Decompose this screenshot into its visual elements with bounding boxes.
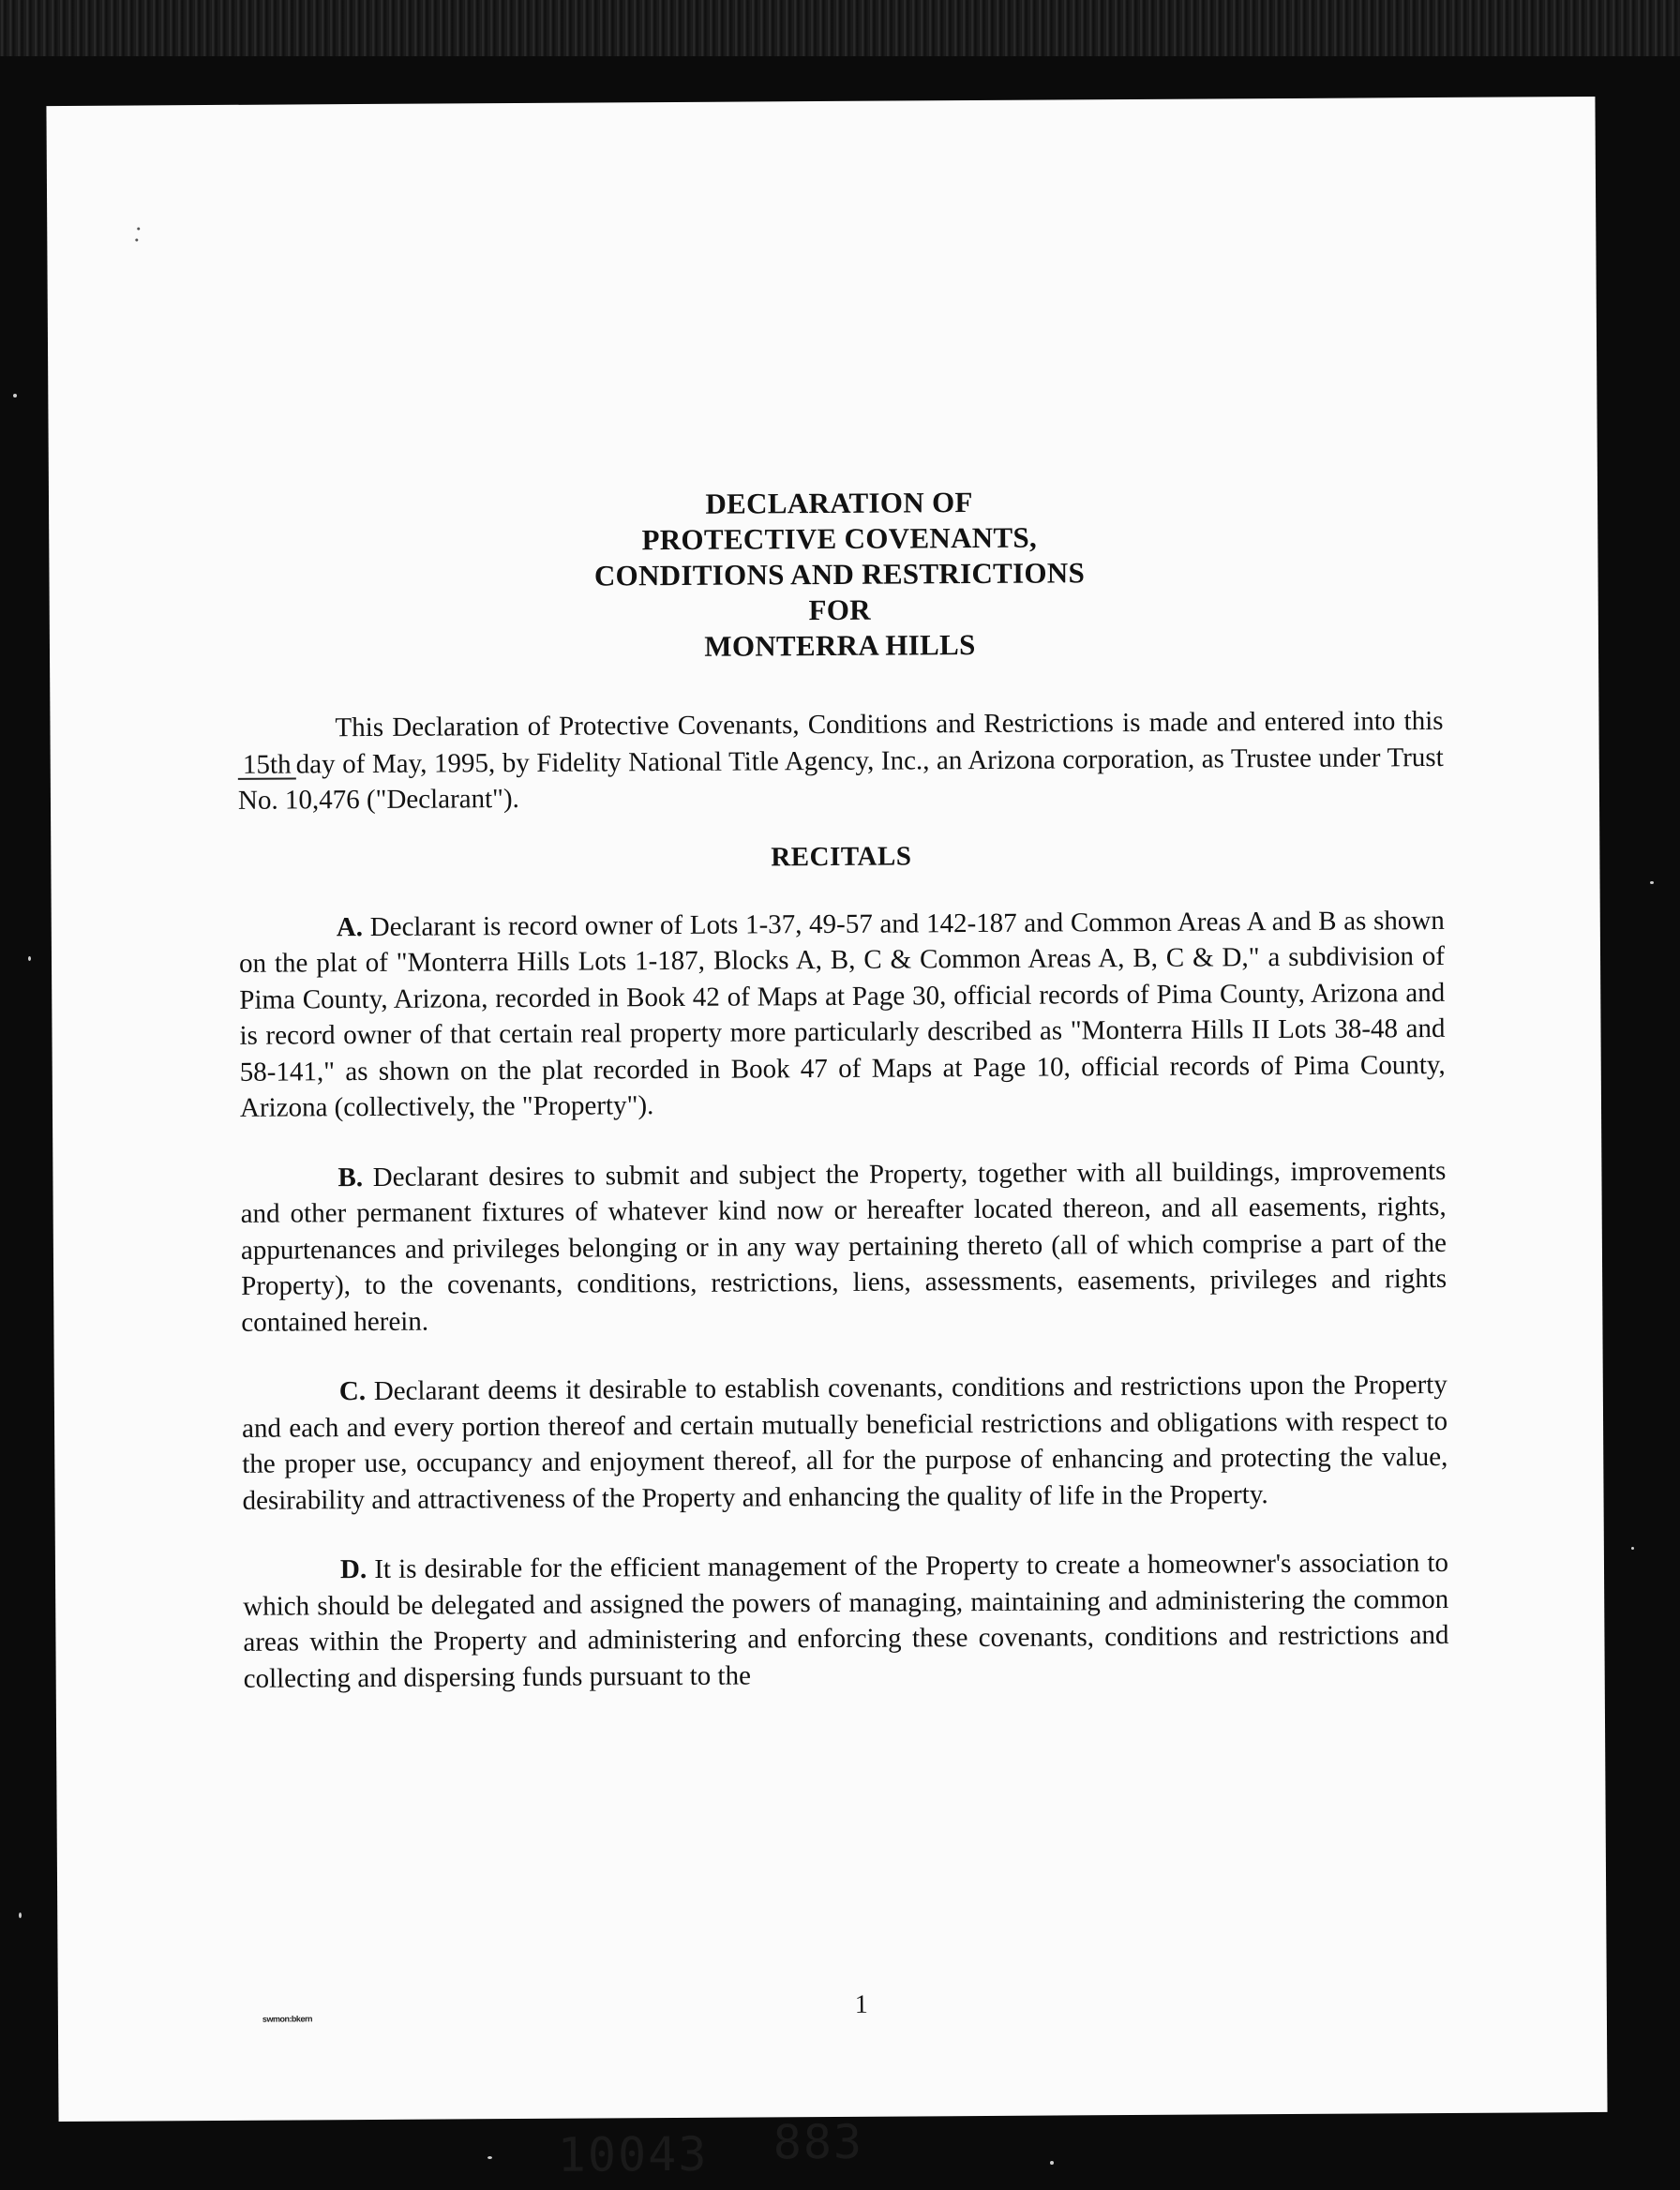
scan-speck [28, 956, 31, 961]
title-line: DECLARATION OF [705, 486, 973, 520]
scan-speck [19, 1912, 22, 1918]
recital-letter: C. [338, 1376, 367, 1407]
recital-letter: A. [336, 911, 364, 942]
page-number: 1 [854, 1989, 868, 2019]
recital-text: Declarant deems it desirable to establish covenants, conditions and restrictions upon the Property and each and every portion thereof and certain mutually beneficial restrictions and obligations with respect to the proper use, occupancy and enjoyment thereof, all for the purpose of enhancing and protecting the value, desirability and attractiveness of the Property and enhancing the quality of life in the Property. [241, 1369, 1448, 1516]
intro-text-before-date: This Declaration of Protective Covenants, Conditions and Restrictions is made and entered into this [335, 705, 1444, 743]
title-line: FOR [808, 592, 872, 627]
intro-text-after-date: day of May, 1995, by Fidelity National Title Agency, Inc., an Arizona corporation, as Trustee under Trust No. 10,476 ("Declarant"). [237, 742, 1444, 816]
recital-a [239, 902, 1446, 1126]
scan-speck [1631, 1547, 1634, 1550]
document-code: swmon:bkern [262, 2014, 312, 2024]
title-line: CONDITIONS AND RESTRICTIONS [593, 556, 1086, 592]
recitals-heading: RECITALS [771, 840, 912, 872]
recital-text: It is desirable for the efficient management of the Property to create a homeowner's association to which should be delegated and assigned the powers of managing, maintaining and administering the common areas within the Property and administering and enforcing these covenants, conditions and restrictions and collecting and dispersing funds pursuant to the [243, 1547, 1449, 1694]
document-body [236, 482, 1449, 1697]
recital-letter: D. [339, 1554, 368, 1585]
page-speck [137, 227, 140, 230]
document-page [46, 97, 1607, 2182]
recital-letter: B. [338, 1162, 364, 1192]
title-line: MONTERRA HILLS [704, 628, 976, 663]
recital-d [243, 1545, 1449, 1697]
scan-speck [488, 2156, 492, 2159]
scan-speck [13, 394, 17, 398]
date-fill-blank: 15th [238, 751, 296, 779]
intro-paragraph [237, 703, 1444, 818]
page-speck [135, 238, 138, 241]
recital-b [240, 1152, 1447, 1340]
title-line: PROTECTIVE COVENANTS, [641, 520, 1038, 557]
recording-page-stamp: 883 [772, 2114, 864, 2170]
scan-speck [1650, 881, 1654, 884]
recital-text: Declarant is record owner of Lots 1-37, 49-57 and 142-187 and Common Areas A and B as shown on the plat of "Monterra Hills Lots 1-187, Blocks A, B, C & Common Areas A, B, C & D," a subdivision of Pima County, Arizona, recorded in Book 42 of Maps at Page 30, official records of Pima County, Arizona and is record owner of that certain real property more particularly described as "Monterra Hills II Lots 38-48 and 58-141," as shown on the plat recorded in Book 47 of Maps at Page 10, official records of Pima County, Arizona (collectively, the "Property"). [238, 905, 1446, 1123]
recital-text: Declarant desires to submit and subject the Property, together with all buildings, improvements and other permanent fixtures of whatever kind now or hereafter located thereon, and all easements, rights, appurtenances and privileges belonging or in any way pertaining thereto (all of which comprise a part of the Property), to the covenants, conditions, restrictions, liens, assessments, easements, privileges and rights contained herein. [240, 1155, 1448, 1338]
document-title [236, 482, 1443, 668]
recording-book-stamp: 10043 [557, 2126, 709, 2182]
recital-c [242, 1367, 1448, 1519]
scan-speck [1050, 2161, 1054, 2165]
scan-edge-noise [0, 0, 1680, 56]
